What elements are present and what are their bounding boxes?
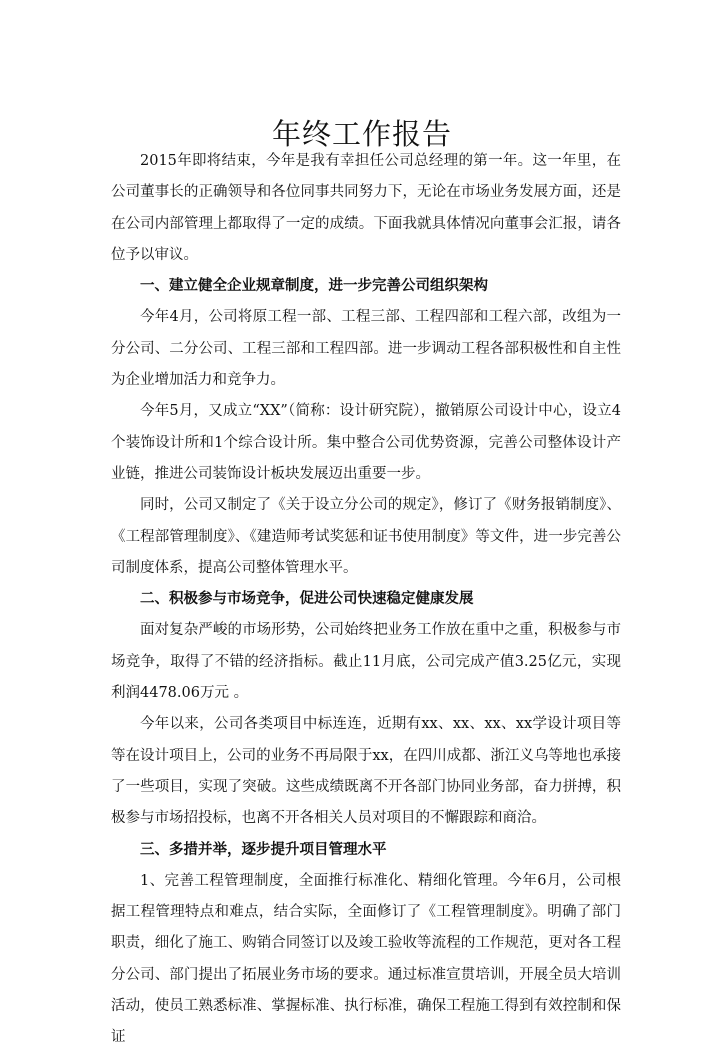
section-1-heading: 一、建立健全企业规章制度，进一步完善公司组织架构: [140, 278, 488, 295]
document-body: [111, 146, 621, 1054]
intro-paragraph: 2015年即将结束，今年是我有幸担任公司总经理的第一年。这一年里，在公司董事长的正确领导和各位同事共同努力下，无论在市场业务发展方面，还是在公司内部管理上都取得了一定的成绩。下面我就具体情况向董事会汇报，请各位予以审议。: [111, 153, 621, 263]
section-1-paragraph-3: 同时，公司又制定了《关于设立分公司的规定》，修订了《财务报销制度》、《工程部管理制度》、《建造师考试奖惩和证书使用制度》等文件，进一步完善公司制度体系，提高公司整体管理水平。: [111, 497, 621, 576]
section-2-paragraph-1: 面对复杂严峻的市场形势，公司始终把业务工作放在重中之重，积极参与市场竞争，取得了不错的经济指标。截止11月底，公司完成产值3.25亿元，实现利润4478.06万元 。: [111, 622, 621, 702]
section-2-heading: 二、积极参与市场竞争，促进公司快速稳定健康发展: [140, 591, 474, 608]
section-1-paragraph-2: 今年5月，又成立“XX”（简称：设计研究院），撤销原公司设计中心，设立4个装饰设计所和1个综合设计所。集中整合公司优势资源，完善公司整体设计产业链，推进公司装饰设计板块发展迈出重要一步。: [111, 403, 621, 482]
section-3-paragraph-1: 1、完善工程管理制度，全面推行标准化、精细化管理。今年6月，公司根据工程管理特点和难点，结合实际，全面修订了《工程管理制度》。明确了部门职责，细化了施工、购销合同签订以及竣工验收等流程的工作规范，更对各工程分公司、部门提出了拓展业务市场的要求。通过标准宣贯培训，开展全员大培训活动，使员工熟悉标准、掌握标准、执行标准，确保工程施工得到有效控制和保证: [111, 872, 621, 1046]
section-2-paragraph-2: 今年以来，公司各类项目中标连连，近期有xx、xx、xx、xx学设计项目等等在设计项目上，公司的业务不再局限于xx，在四川成都、浙江义乌等地也承接了一些项目，实现了突破。这些成绩既离不开各部门协同业务部，奋力拼搏，积极参与市场招投标，也离不开各相关人员对项目的不懈跟踪和商洽。: [111, 716, 621, 827]
section-1-paragraph-1: 今年4月，公司将原工程一部、工程三部、工程四部和工程六部，改组为一分公司、二分公司、工程三部和工程四部。进一步调动工程各部积极性和自主性为企业增加活力和竞争力。: [111, 309, 621, 389]
document-title: 年终工作报告: [271, 117, 452, 152]
section-3-heading: 三、多措并举，逐步提升项目管理水平: [140, 841, 387, 858]
